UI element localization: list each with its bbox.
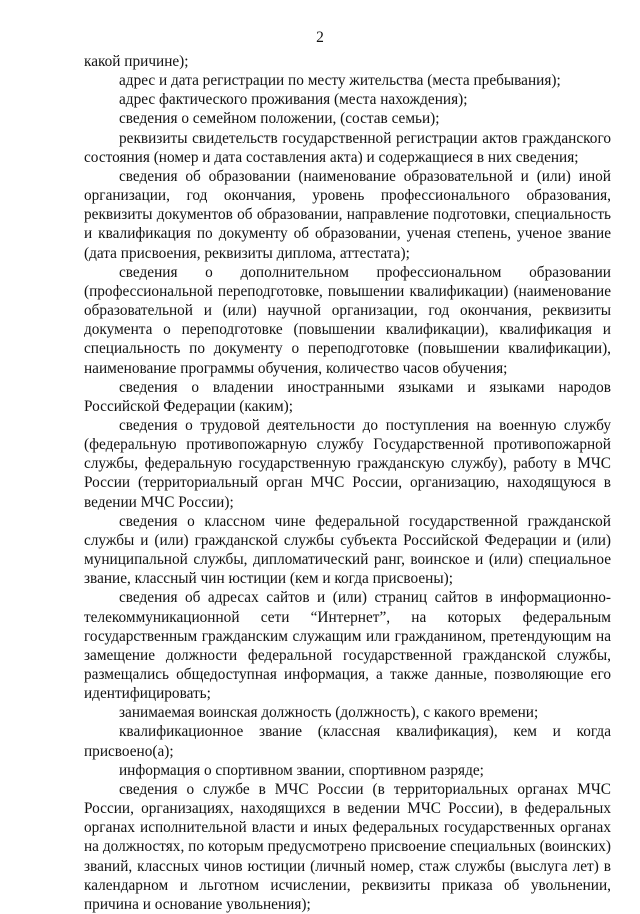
paragraph-additional-education: сведения о дополнительном профессиональном образовании (профессиональной переподготовке, повышении квалификации) (наименование образовательной и (или) научной организации, год окончания, реквизиты документа о переподготовке (повышении квалификации), квалификация и специальность по документу о переподготовке (повышении квалификации), наименование программы обучения, количество часов обучения; bbox=[84, 263, 611, 377]
paragraph-military-position: занимаемая воинская должность (должность), с какого времени; bbox=[119, 704, 539, 722]
paragraph-websites: сведения об адресах сайтов и (или) страниц сайтов в информационно-телекоммуникационной сети “Интернет”, на которых федеральным государственным гражданским служащим или гражданином, претендующим на замещение должности федеральной государственной гражданской службы, размещались общедоступная информация, а также данные, позволяющие его идентифицировать; bbox=[84, 589, 611, 703]
paragraph-languages: сведения о владении иностранными языками и языками народов Российской Федерации (каким); bbox=[84, 378, 611, 415]
document-body bbox=[84, 52, 611, 914]
paragraph-marital-status: сведения о семейном положении, (состав семьи); bbox=[119, 110, 440, 128]
paragraph-continuation: какой причине); bbox=[84, 53, 189, 70]
paragraph-education: сведения об образовании (наименование образовательной и (или) иной организации, год окончания, уровень профессионального образования, реквизиты документов об образовании, направление подготовки, специальность и квалификация по документу об образовании, ученая степень, ученое звание (дата присвоения, реквизиты диплома, аттестата); bbox=[84, 167, 611, 262]
paragraph-work-history: сведения о трудовой деятельности до поступления на военную службу (федеральную противопожарную службу Государственной противопожарной службы, федеральную государственную гражданскую службу), работу в МЧС России (территориальный орган МЧС России, организацию, находящуюся в ведении МЧС России); bbox=[84, 416, 611, 511]
paragraph-qualification-title: квалификационное звание (классная квалификация), кем и когда присвоено(а); bbox=[84, 723, 611, 760]
paragraph-registration-address: адрес и дата регистрации по месту жительства (места пребывания); bbox=[119, 72, 561, 90]
paragraph-sports-rank: информация о спортивном звании, спортивном разряде; bbox=[119, 761, 484, 779]
paragraph-civil-registration: реквизиты свидетельств государственной регистрации актов гражданского состояния (номер и дата составления акта) и содержащиеся в них сведения; bbox=[84, 129, 611, 166]
paragraph-service-record: сведения о службе в МЧС России (в территориальных органах МЧС России, организациях, находящихся в ведении МЧС России), в федеральных органах исполнительной власти и иных федеральных государственных органах на должностях, по которым предусмотрено присвоение специальных (воинских) званий, классных чинов юстиции (личный номер, стаж службы (выслуга лет) в календарном и льготном исчислении, реквизиты приказа об увольнении, причина и основание увольнения); bbox=[84, 780, 611, 913]
paragraph-class-rank: сведения о классном чине федеральной государственной гражданской службы и (или) гражданской службы субъекта Российской Федерации и (или) муниципальной службы, дипломатический ранг, воинское и (или) специальное звание, классный чин юстиции (кем и когда присвоены); bbox=[84, 512, 611, 588]
page-number: 2 bbox=[316, 29, 324, 46]
paragraph-actual-address: адрес фактического проживания (места нахождения); bbox=[119, 91, 468, 109]
